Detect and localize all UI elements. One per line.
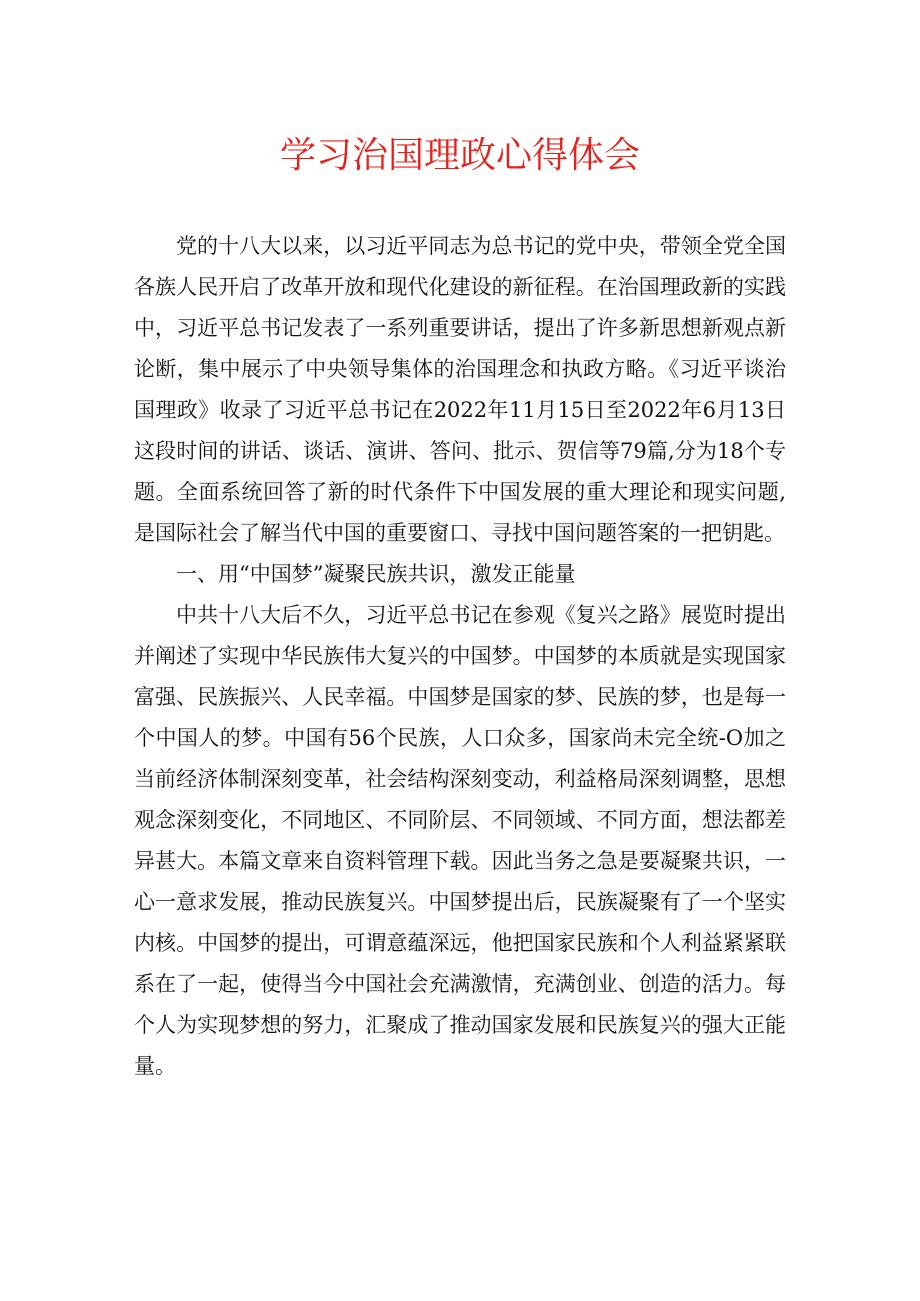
paragraph-chinese-dream: 中共十八大后不久，习近平总书记在参观《复兴之路》展览时提出并阐述了实现中华民族伟大复兴的中国梦。中国梦的本质就是实现国家富强、民族振兴、人民幸福。中国梦是国家的梦、民族的梦，也是每一个中国人的梦。中国有56个民族，人口众多，国家尚未完全统-O加之当前经济体制深刻变革，社会结构深刻变动，利益格局深刻调整，思想观念深刻变化，不同地区、不同阶层、不同领域、不同方面，想法都差异甚大。本篇文章来自资料管理下载。因此当务之急是要凝聚共识，一心一意求发展，推动民族复兴。中国梦提出后，民族凝聚有了一个坚实内核。中国梦的提出，可谓意蕴深远，他把国家民族和个人利益紧紧联系在了一起，使得当今中国社会充满激情，充满创业、创造的活力。每个人为实现梦想的努力，汇聚成了推动国家发展和民族复兴的强大正能量。 <box>134 603 786 1078</box>
paragraph-intro: 党的十八大以来，以习近平同志为总书记的党中央，带领全党全国各族人民开启了改革开放和现代化建设的新征程。在治国理政新的实践中，习近平总书记发表了一系列重要讲话，提出了许多新思想新观点新论断，集中展示了中央领导集体的治国理念和执政方略。《习近平谈治国理政》收录了习近平总书记在2022年11月15日至2022年6月13日这段时间的讲话、谈话、演讲、答问、批示、贺信等79篇,分为18个专题。全面系统回答了新的时代条件下中国发展的重大理论和现实问题,是国际社会了解当代中国的重要窗口、寻找中国问题答案的一把钥匙。 <box>134 234 786 545</box>
document-title: 学习治国理政心得体会 <box>279 135 640 176</box>
document-body <box>134 226 786 1087</box>
section-heading-1: 一、用“中国梦”凝聚民族共识，激发正能量 <box>176 562 576 586</box>
